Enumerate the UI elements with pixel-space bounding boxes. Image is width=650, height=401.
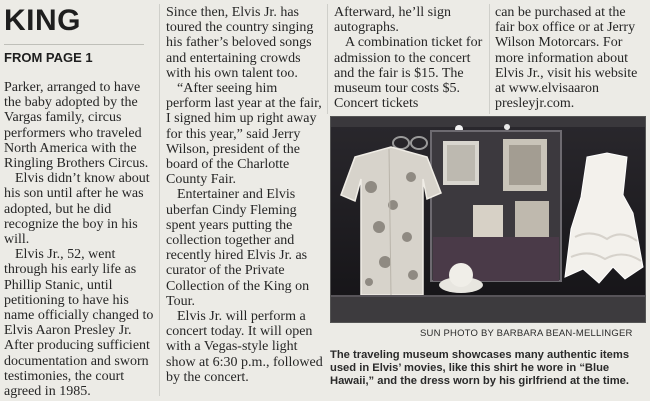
article-column-3: [334, 5, 486, 111]
paragraph: Afterward, he’ll sign autographs.: [334, 5, 452, 36]
kicker-rule: [4, 44, 144, 45]
paragraph: can be purchased at the fair box office or at Jerry Wilson Motorcars. For more information about Elvis Jr., visit his website at www.elvisaaron presleyjr.com.: [495, 5, 638, 112]
jump-label: FROM PAGE 1: [4, 50, 93, 65]
photo-credit: SUN PHOTO BY BARBARA BEAN-MELLINGER: [420, 328, 633, 339]
photo-caption: The traveling museum showcases many authentic items used in Elvis’ movies, like this shirt he wore in “Blue Hawaii,” and the dress worn by his girlfriend at the time.: [330, 349, 630, 387]
column-divider-1: [159, 4, 160, 396]
paragraph: Entertainer and Elvis uberfan Cindy Fleming spent years putting the collection together and recently hired Elvis Jr. as curator of the Private Collection of the King on Tour.: [166, 187, 310, 309]
paragraph: Since then, Elvis Jr. has toured the country singing his father’s beloved songs and entertaining crowds with his own talent too.: [166, 5, 314, 81]
museum-photo: [330, 116, 646, 323]
column-divider-2: [327, 4, 328, 114]
section-kicker: KING: [4, 4, 81, 37]
article-column-2: [166, 5, 324, 385]
paragraph: “After seeing him perform last year at the fair, I signed him up right away for this year,” said Jerry Wilson, president of the board of the Charlotte County Fair.: [166, 81, 322, 188]
article-column-4: [495, 5, 645, 111]
paragraph: A combination ticket for admission to the concert and the fair is $15. The museum tour costs $5. Concert tickets: [334, 35, 483, 112]
photo-illustration: [331, 117, 645, 322]
paragraph: Elvis didn’t know about his son until after he was adopted, but he did recognize the boy in his will.: [4, 171, 150, 248]
paragraph: Parker, arranged to have the baby adopted by the Vargas family, circus performers who traveled North America with the Ringling Brothers Circus.: [4, 80, 149, 172]
paragraph: Elvis Jr. will perform a concert today. It will open with a Vegas-style light show at 6:30 p.m., followed by the concert.: [166, 309, 323, 385]
column-divider-3: [489, 4, 490, 114]
paragraph: Elvis Jr., 52, went through his early life as Phillip Stanic, until petitioning to have his name officially changed to Elvis Aaron Presley Jr. After producing sufficient documentation and sworn testimonies, the court agreed in 1985.: [4, 247, 154, 400]
article-column-1: [4, 80, 155, 399]
